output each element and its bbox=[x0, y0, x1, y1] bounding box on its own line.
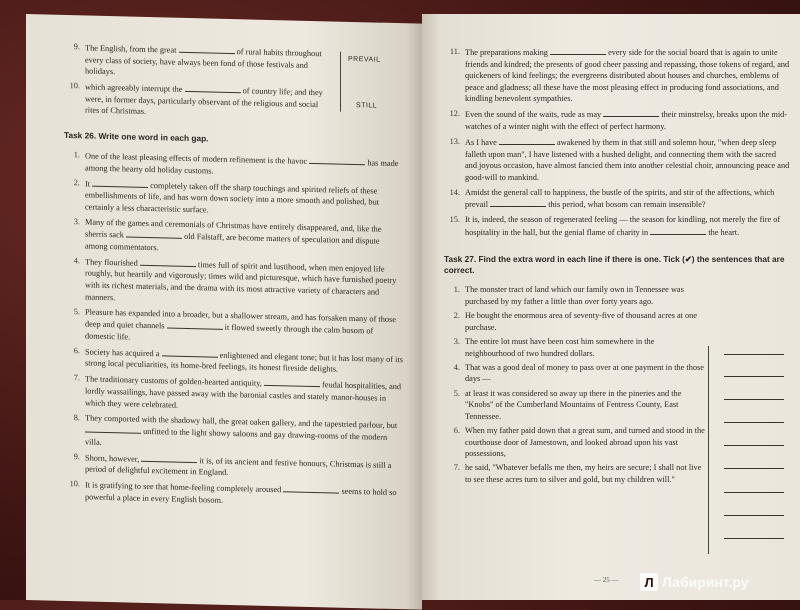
item-number: 5. bbox=[73, 306, 80, 316]
watermark bbox=[640, 570, 790, 594]
item-number: 10. bbox=[69, 479, 80, 489]
item-text-part: it flowed sweetly through the calm bosom of domestic life. bbox=[85, 323, 374, 342]
item-text bbox=[85, 451, 404, 483]
item-text-part: Many of the games and ceremonials of Christmas have entirely disappeared, and, like the sherris sack bbox=[85, 217, 382, 240]
side-word-still: STILL bbox=[356, 102, 378, 110]
item-text bbox=[85, 412, 404, 456]
task27-title: Task 27. Find the extra word in each line if there is one. Tick (✔) the sentences that are correct. bbox=[444, 254, 785, 276]
exercise-item bbox=[444, 187, 790, 211]
answer-line[interactable] bbox=[724, 515, 784, 516]
side-word-prevail: PREVAIL bbox=[348, 55, 381, 64]
item-text-part: awakened by them in that still and solemn hour, "when deep sleep falleth upon man", I have listened with a hushed delight, and connecting them with the sacred and joyous occasion, have almost fancied them into another celestial choir, announcing peace and good-will to mankind. bbox=[465, 137, 790, 182]
item-text-part: It bbox=[85, 178, 93, 189]
item-text: he said, "Whatever befalls me then, my heirs are secure; I shall not live to see these acres turn to silver and gold, but my children will." bbox=[465, 463, 702, 484]
task27-items bbox=[444, 284, 706, 485]
item-number: 3. bbox=[73, 216, 80, 227]
item-text: He bought the enormous area of seventy-five of thousand acres at one purchase. bbox=[465, 311, 698, 332]
task26-title: Task 26. Write one word in each gap. bbox=[64, 129, 209, 144]
answer-line[interactable] bbox=[724, 468, 784, 469]
item-text bbox=[465, 108, 790, 132]
item-number: 8. bbox=[73, 412, 80, 422]
gap-blank[interactable] bbox=[490, 198, 546, 207]
item-text-part: completely taken off the sharp touchings and spirited reliefs of these embellishments of life, and has worn down society into a more smooth and polished, but certainly a less characteristic surface. bbox=[85, 180, 380, 215]
gap-blank[interactable] bbox=[283, 484, 339, 494]
answer-line[interactable] bbox=[724, 354, 784, 355]
task27-divider bbox=[708, 346, 709, 554]
item-text bbox=[465, 46, 790, 105]
item-number: 1. bbox=[453, 285, 460, 295]
exercise-item bbox=[64, 345, 404, 377]
item-text: That was a good deal of money to pass over at one payment in the those days — bbox=[465, 362, 704, 384]
exercise-item bbox=[444, 136, 790, 183]
item-text-part: times full of spirit and lustihood, when men enjoyed life roughly, but heartily and vigorously; times wild and picturesque, which have furnished poetry with its richest materials, and the drama with its most attractive variety of characters and manners. bbox=[85, 260, 397, 302]
item-number: 6. bbox=[453, 425, 460, 435]
exercise-item bbox=[444, 214, 790, 238]
gap-blank[interactable] bbox=[499, 136, 555, 145]
item-number: 4. bbox=[73, 256, 80, 266]
answer-line[interactable] bbox=[724, 492, 784, 493]
item-number: 9. bbox=[73, 42, 80, 52]
item-number: 5. bbox=[453, 388, 460, 398]
watermark-text: Лабиринт.ру bbox=[662, 574, 749, 590]
exercise-item bbox=[64, 306, 404, 350]
item-text-part: of rural habits throughout every class of society, have always been fond of those festivals and holidays. bbox=[85, 47, 322, 77]
item-text: When my father paid down that a great sum, and turned and stood in the courthouse door of Jamestown, and looked abroad upon his vast possessions, bbox=[465, 425, 705, 459]
item-text-part: It is, indeed, the season of regenerated feeling — the season for kindling, not merely the fire of hospitality in the hall, but the genial flame of charity in bbox=[465, 215, 781, 237]
item-text-part: this period, what bosom can remain insensible? bbox=[546, 200, 706, 210]
right-top-items bbox=[444, 46, 790, 238]
item-text-part: As I have bbox=[465, 137, 499, 147]
item-text: The monster tract of land which our family own in Tennessee was purchased by my father a little than over forty years ago. bbox=[465, 285, 684, 307]
item-text-part: The traditionary customs of golden-hearted antiquity, bbox=[85, 374, 264, 389]
item-number: 11. bbox=[449, 47, 460, 56]
gap-blank[interactable] bbox=[179, 44, 235, 54]
item-text-part: feudal hospitalities, and lordly wassailings, have passed away with the baronial castles and stately manor-houses in which they were celebrated. bbox=[85, 380, 402, 410]
item-text bbox=[85, 479, 404, 511]
exercise-item bbox=[64, 80, 334, 122]
item-text-part: Shorn, however, bbox=[85, 453, 142, 464]
task26-items bbox=[64, 149, 404, 511]
item-text bbox=[465, 136, 790, 183]
watermark-logo-icon: Л bbox=[640, 573, 658, 591]
gap-blank[interactable] bbox=[126, 229, 182, 239]
item-number: 12. bbox=[449, 109, 460, 119]
item-text: The entire lot must have been cost him somewhere in the neighbourhood of two hundred dollars. bbox=[465, 337, 655, 358]
item-text-part: every side for the social board that is again to unite friends and kindred; the presents of good cheer passing and repassing, those tokens of regard, and quickeners of kind feelings; the evergreens distributed about houses and churches, emblems of peace and gladness; all these have the most pleasing effect in producing fond associations, and kindling benevolent sympathies. bbox=[465, 48, 790, 104]
exercise-item bbox=[444, 46, 790, 105]
extra-word-item bbox=[444, 462, 706, 485]
exercise-item bbox=[64, 216, 404, 260]
open-book bbox=[26, 14, 800, 600]
exercise-item bbox=[444, 108, 790, 132]
gap-blank[interactable] bbox=[92, 177, 148, 187]
gap-blank[interactable] bbox=[603, 108, 659, 117]
gap-blank[interactable] bbox=[85, 424, 141, 434]
item-number: 2. bbox=[453, 311, 460, 321]
extra-word-item bbox=[444, 310, 706, 333]
item-number: 13. bbox=[449, 136, 460, 146]
item-text bbox=[85, 255, 404, 310]
item-text-part: The preparations making bbox=[465, 48, 551, 57]
answer-line[interactable] bbox=[724, 376, 784, 377]
item-number: 9. bbox=[73, 451, 80, 462]
item-text-part: The English, from the great bbox=[85, 43, 179, 55]
gap-blank[interactable] bbox=[550, 46, 606, 55]
left-page bbox=[26, 14, 422, 610]
item-text-part: It is gratifying to see that home-feeling completely aroused bbox=[85, 480, 284, 495]
item-text-part: old Falstaff, are become matters of speculation and dispute among commentators. bbox=[85, 232, 380, 253]
item-text bbox=[85, 345, 404, 377]
exercise-item bbox=[64, 451, 404, 483]
gap-blank[interactable] bbox=[140, 257, 196, 267]
side-divider bbox=[340, 52, 341, 112]
answer-line[interactable] bbox=[724, 445, 784, 446]
gap-blank[interactable] bbox=[650, 226, 706, 235]
answer-line[interactable] bbox=[724, 399, 784, 400]
gap-blank[interactable] bbox=[309, 155, 365, 165]
item-number: 7. bbox=[453, 463, 460, 473]
answer-line[interactable] bbox=[724, 538, 784, 539]
gap-blank[interactable] bbox=[167, 320, 223, 330]
item-number: 15. bbox=[449, 215, 460, 225]
item-text bbox=[85, 216, 404, 260]
item-text-part: Pleasure has expanded into a broader, but a shallower stream, and has forsaken many of those deep and quiet channels bbox=[85, 307, 396, 331]
gap-blank[interactable] bbox=[185, 83, 241, 93]
item-text-part: which agreeably interrupt the bbox=[85, 82, 185, 95]
exercise-item bbox=[64, 149, 404, 181]
item-text-part: it is, of its ancient and festive honours, Christmas is still a period of delightful excitement in England. bbox=[85, 455, 392, 478]
exercise-item bbox=[64, 255, 404, 311]
item-text-part: Society has acquired a bbox=[85, 347, 162, 359]
item-text-part: unfitted to the light showy saloons and gay drawing-rooms of the modern villa. bbox=[85, 426, 388, 447]
item-number: 2. bbox=[73, 177, 80, 187]
gap-blank[interactable] bbox=[264, 377, 320, 387]
page-number: — 25 — bbox=[594, 576, 619, 584]
exercise-item bbox=[64, 478, 404, 510]
exercise-item bbox=[64, 176, 404, 220]
gap-blank[interactable] bbox=[141, 453, 197, 463]
extra-word-item bbox=[444, 388, 706, 423]
extra-word-item bbox=[444, 425, 706, 460]
item-text bbox=[85, 306, 404, 350]
exercise-item bbox=[64, 372, 404, 416]
item-text-part: their minstrelsy, breaks upon the mid-watches of a winter night with the effect of perfect harmony. bbox=[465, 110, 788, 131]
item-text-part: enlightened and elegant tone; but it has lost many of its strong local peculiarities, its home-bred feelings, its honest fireside delights. bbox=[85, 350, 403, 375]
item-text-part: Amidst the general call to happiness, the bustle of the spirits, and stir of the affections, which prevail bbox=[465, 187, 775, 210]
exercise-item bbox=[64, 41, 334, 83]
item-text bbox=[465, 214, 790, 238]
item-text: at least it was considered so away up there in the pineries and the "Knobs" of the Cumberland Mountains of Fentress County, East Tennessee. bbox=[465, 388, 682, 421]
extra-word-item bbox=[444, 284, 706, 307]
extra-word-item bbox=[444, 336, 706, 359]
item-number: 3. bbox=[453, 337, 460, 347]
item-number: 1. bbox=[73, 150, 80, 160]
answer-line[interactable] bbox=[724, 422, 784, 423]
item-text bbox=[85, 81, 334, 123]
item-number: 10. bbox=[69, 81, 80, 91]
item-text-part: has made among the hearty old holiday customs. bbox=[85, 158, 399, 176]
left-top-items bbox=[64, 41, 334, 123]
item-text-part: They comported with the shadowy hall, the great oaken gallery, and the tapestried parlour, but bbox=[85, 413, 398, 430]
gap-blank[interactable] bbox=[162, 347, 218, 357]
item-number: 6. bbox=[73, 345, 80, 356]
right-page bbox=[422, 14, 800, 600]
item-number: 4. bbox=[453, 362, 460, 372]
item-text-part: seems to hold so powerful a place in every English bosom. bbox=[85, 486, 397, 505]
item-text bbox=[85, 373, 404, 417]
extra-word-item bbox=[444, 362, 706, 385]
item-text-part: the heart. bbox=[706, 227, 740, 237]
item-text bbox=[85, 149, 404, 181]
item-text-part: One of the least pleasing effects of modern refinement is the havoc bbox=[85, 151, 310, 166]
item-text-part: Even the sound of the waits, rude as may bbox=[465, 110, 604, 120]
item-number: 7. bbox=[73, 373, 80, 383]
item-text-part: of country life; and they were, in former days, particularly observant of the religious and social rites of Christmas. bbox=[85, 86, 323, 117]
exercise-item bbox=[64, 411, 404, 455]
item-text bbox=[85, 41, 334, 83]
item-number: 14. bbox=[449, 187, 460, 197]
item-text bbox=[85, 177, 404, 221]
item-text-part: They flourished bbox=[85, 257, 140, 268]
item-text bbox=[465, 187, 790, 211]
